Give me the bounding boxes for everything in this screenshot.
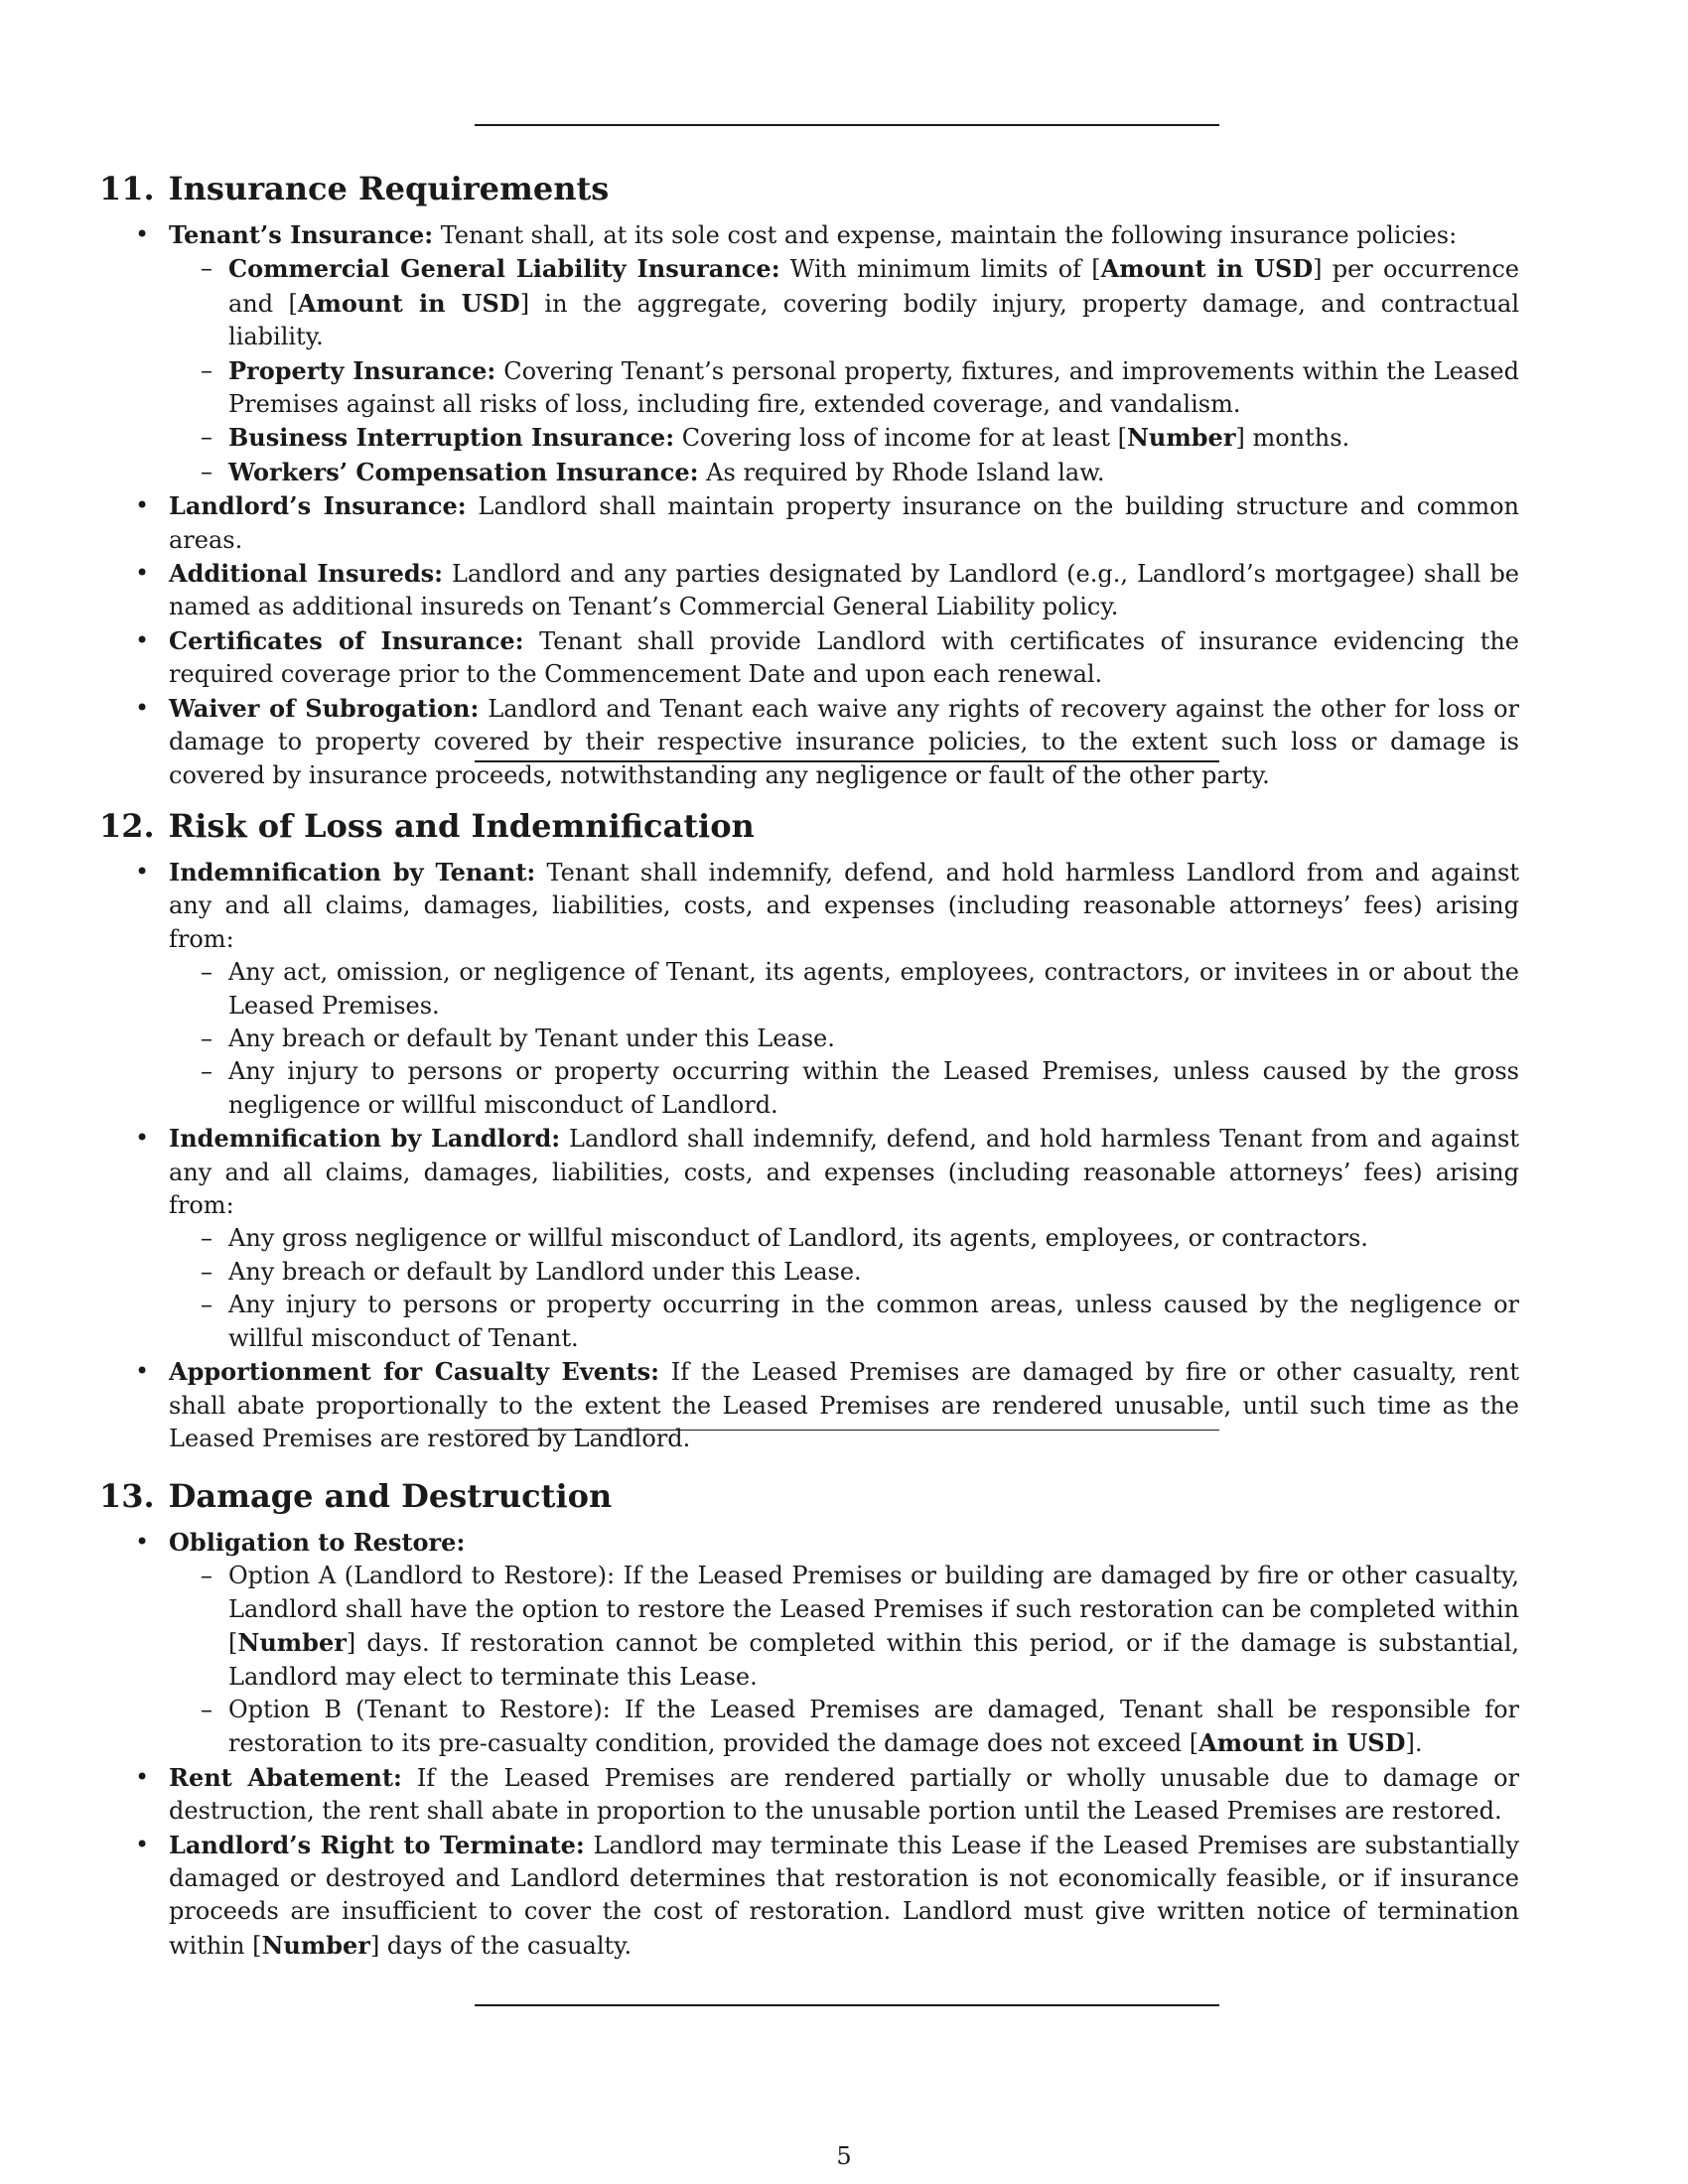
item-text: Landlord and Tenant each waive any rights of recovery against the other for loss or damage to property covered by their respective insurance policies, to the extent such loss or damage is covered by insurance proceeds, notwithstanding any negligence or fault of the other party. bbox=[169, 694, 1519, 789]
sub-list bbox=[169, 1560, 1519, 1760]
item-label: Rent Abatement: bbox=[169, 1762, 402, 1792]
section-list bbox=[99, 1526, 1589, 1963]
item-label: Apportionment for Casualty Events: bbox=[169, 1357, 659, 1387]
horizontal-rule bbox=[475, 124, 1219, 126]
sub-item-text: ] days. If restoration cannot be completed within this period, or if the damage is substantial, Landlord may elect to terminate this Lease. bbox=[228, 1629, 1519, 1691]
item-label: Landlord’s Right to Terminate: bbox=[169, 1830, 585, 1859]
sub-item-text: As required by Rhode Island law. bbox=[698, 458, 1105, 486]
item-label: Certificates of Insurance: bbox=[169, 625, 524, 655]
section-title: Insurance Requirements bbox=[168, 170, 610, 207]
sub-list bbox=[169, 252, 1519, 489]
item-label: Tenant’s Insurance: bbox=[169, 220, 434, 249]
section-list bbox=[99, 218, 1589, 792]
sub-item-text: With minimum limits of [ bbox=[779, 255, 1101, 284]
sub-list-item bbox=[169, 421, 1519, 455]
sub-item-label: Property Insurance: bbox=[228, 355, 496, 385]
section-number: 13. bbox=[99, 1477, 155, 1515]
section-risk-of-loss bbox=[99, 806, 1589, 1455]
item-text: Landlord and any parties designated by Landlord (e.g., Landlord’s mortgagee) shall be named as additional insureds on Tenant’s Commercial General Liability policy. bbox=[169, 560, 1520, 621]
list-item bbox=[99, 1761, 1519, 1829]
sub-item-label: Workers’ Compensation Insurance: bbox=[228, 457, 699, 486]
section-title: Damage and Destruction bbox=[168, 1477, 613, 1515]
item-text: Landlord shall indemnify, defend, and hold harmless Tenant from and against any and all claims, damages, liabilities, costs, and expenses (including reasonable attorneys’ fees) arising from: bbox=[169, 1125, 1520, 1220]
section-number: 11. bbox=[99, 170, 155, 207]
sub-item-text: Covering Tenant’s personal property, fixtures, and improvements within the Leased Premises against all risks of loss, including fire, extended coverage, and vandalism. bbox=[228, 356, 1519, 419]
section-heading bbox=[99, 806, 1589, 846]
sub-item-text: Option A (Landlord to Restore): If the Leased Premises or building are damaged by fire or other casualty, Landlord shall have the option to restore the Leased Premises if such restoration can be completed within [ bbox=[228, 1562, 1519, 1658]
placeholder-number: Number bbox=[261, 1930, 370, 1960]
section-title: Risk of Loss and Indemnification bbox=[168, 807, 755, 845]
placeholder-amount: Amount in USD bbox=[1198, 1728, 1406, 1758]
section-heading bbox=[99, 169, 1589, 208]
item-label: Waiver of Subrogation: bbox=[169, 693, 480, 723]
list-item bbox=[99, 489, 1519, 557]
list-item bbox=[99, 1829, 1519, 1964]
sub-list bbox=[169, 1222, 1519, 1355]
list-item bbox=[99, 624, 1519, 692]
list-item bbox=[99, 1355, 1519, 1455]
sub-item-text: ] months. bbox=[1235, 424, 1350, 453]
sub-list-item: – Any breach or default by Landlord under this Lease. bbox=[169, 1256, 1519, 1289]
sub-list-item: – Any breach or default by Tenant under this Lease. bbox=[169, 1023, 1519, 1055]
section-heading bbox=[99, 1476, 1589, 1516]
item-text: Landlord shall maintain property insurance on the building structure and common areas. bbox=[169, 492, 1520, 554]
item-label: Indemnification by Landlord: bbox=[169, 1124, 561, 1154]
sub-list bbox=[169, 956, 1519, 1122]
list-item bbox=[99, 692, 1519, 792]
placeholder-amount: Amount in USD bbox=[1100, 254, 1314, 284]
item-label: Indemnification by Tenant: bbox=[169, 858, 536, 887]
horizontal-rule bbox=[475, 760, 1219, 762]
list-item bbox=[99, 1526, 1519, 1761]
sub-list-item bbox=[169, 456, 1519, 489]
sub-list-item bbox=[169, 1694, 1519, 1761]
item-label: Landlord’s Insurance: bbox=[169, 491, 467, 521]
item-text: If the Leased Premises are damaged by fire or other casualty, rent shall abate proportionally to the extent the Leased Premises are rendered unusable, until such time as the Leased Premises are restored by Landlord. bbox=[169, 1358, 1519, 1452]
placeholder-number: Number bbox=[237, 1628, 347, 1658]
list-item bbox=[99, 856, 1519, 1122]
section-list bbox=[99, 856, 1589, 1455]
list-item bbox=[99, 557, 1519, 624]
sub-list-item: – Any injury to persons or property occurring in the common areas, unless caused by the negligence or willful misconduct of Tenant. bbox=[169, 1289, 1519, 1355]
list-item bbox=[99, 1122, 1519, 1355]
sub-list-item bbox=[169, 1560, 1519, 1694]
sub-list-item bbox=[169, 354, 1519, 422]
item-label: Additional Insureds: bbox=[169, 559, 444, 589]
sub-item-label: Commercial General Liability Insurance: bbox=[228, 254, 780, 284]
sub-list-item: – Any gross negligence or willful misconduct of Landlord, its agents, employees, or contractors. bbox=[169, 1222, 1519, 1255]
section-number: 12. bbox=[99, 807, 155, 845]
item-label: Obligation to Restore: bbox=[169, 1528, 466, 1557]
placeholder-amount: Amount in USD bbox=[297, 288, 520, 318]
sub-list-item: – Any act, omission, or negligence of Tenant, its agents, employees, contractors, or invitees in or about the Leased Premises. bbox=[169, 956, 1519, 1023]
sub-item-text: ] in the aggregate, covering bodily injury, property damage, and contractual liability. bbox=[228, 289, 1520, 351]
sub-item-text: Option B (Tenant to Restore): If the Leased Premises are damaged, Tenant shall be responsible for restoration to its pre-casualty condition, provided the damage does not exceed [ bbox=[228, 1696, 1519, 1758]
list-item bbox=[99, 218, 1519, 489]
placeholder-number: Number bbox=[1126, 423, 1236, 453]
sub-list-item bbox=[169, 252, 1519, 353]
sub-item-text: Covering loss of income for at least [ bbox=[674, 424, 1127, 453]
item-text: ] days of the casualty. bbox=[369, 1931, 633, 1960]
item-text: Tenant shall provide Landlord with certificates of insurance evidencing the required coverage prior to the Commencement Date and upon each renewal. bbox=[169, 626, 1519, 689]
item-text: Tenant shall, at its sole cost and expense, maintain the following insurance policies: bbox=[433, 221, 1458, 249]
horizontal-rule bbox=[475, 1430, 1219, 1431]
item-text: Landlord may terminate this Lease if the Leased Premises are substantially damaged or destroyed and Landlord determines that restoration is not economically feasible, or if insurance proceeds are insufficient to cover the cost of restoration. Landlord must give written notice of termination within [ bbox=[169, 1831, 1519, 1960]
page-number: 5 bbox=[836, 2142, 852, 2170]
sub-item-text: ]. bbox=[1405, 1729, 1423, 1758]
section-insurance bbox=[99, 169, 1589, 792]
horizontal-rule bbox=[475, 2004, 1219, 2006]
sub-item-label: Business Interruption Insurance: bbox=[228, 423, 675, 453]
sub-item-text: ] per occurrence and [ bbox=[228, 255, 1520, 318]
item-text: Tenant shall indemnify, defend, and hold harmless Landlord from and against any and all claims, damages, liabilities, costs, and expenses (including reasonable attorneys’ fees) arising from: bbox=[169, 859, 1519, 953]
item-text: If the Leased Premises are rendered partially or wholly unusable due to damage or destruction, the rent shall abate in proportion to the unusable portion until the Leased Premises are restored. bbox=[169, 1763, 1519, 1826]
sub-list-item: – Any injury to persons or property occurring within the Leased Premises, unless caused by the gross negligence or willful misconduct of Landlord. bbox=[169, 1055, 1519, 1122]
section-damage-destruction bbox=[99, 1476, 1589, 1963]
